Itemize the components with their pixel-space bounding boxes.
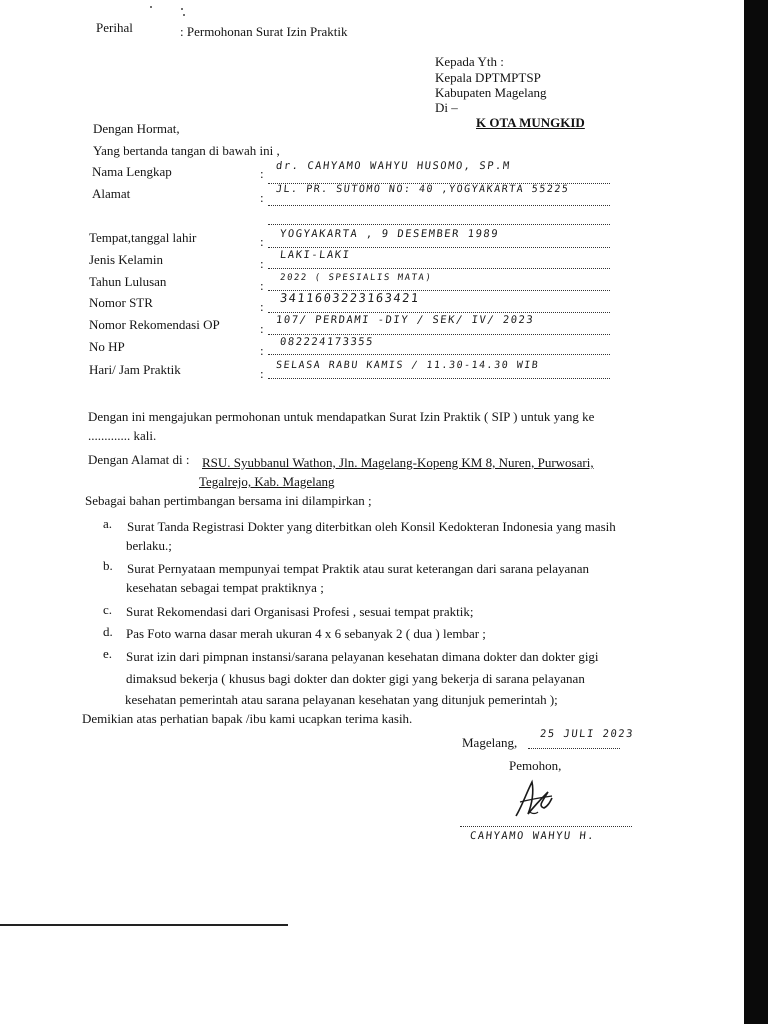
closing-place: Magelang, xyxy=(462,735,518,750)
attachment-text: Surat izin dari pimpnan instansi/sarana pelayanan kesehatan dimana dokter dan dokter gigi xyxy=(126,649,599,664)
attachment-text: Surat Rekomendasi dari Organisasi Profesi , sesuai tempat praktik; xyxy=(126,604,474,619)
field-label-nohp: No HP xyxy=(89,339,125,354)
recipient-city: K OTA MUNGKID xyxy=(476,115,585,130)
request-line-1: Dengan ini mengajukan permohonan untuk mendapatkan Surat Izin Praktik ( SIP ) untuk yang ke xyxy=(88,409,595,424)
attachment-letter: c. xyxy=(103,602,113,617)
scan-edge-line xyxy=(0,924,288,926)
attachment-letter: d. xyxy=(103,624,113,639)
attachment-letter: e. xyxy=(103,646,113,661)
recipient-line-3: Kabupaten Magelang xyxy=(435,85,547,100)
recipient-line-1: Kepada Yth : xyxy=(435,54,504,69)
intro-line: Yang bertanda tangan di bawah ini , xyxy=(93,143,280,158)
scan-edge-bar xyxy=(744,0,768,1024)
salutation: Dengan Hormat, xyxy=(93,121,180,136)
field-value-jenis-kelamin: LAKI-LAKI xyxy=(279,249,352,261)
field-label-ttl: Tempat,tanggal lahir xyxy=(89,230,197,245)
closing-thanks: Demikian atas perhatian bapak /ibu kami ucapkan terima kasih. xyxy=(82,711,413,726)
field-label-rekomendasi: Nomor Rekomendasi OP xyxy=(89,317,220,332)
field-value-nohp: 082224173355 xyxy=(279,336,375,348)
field-value-tahun-lulusan: 2022 ( SPESIALIS MATA) xyxy=(279,273,433,283)
field-label-tahun-lulusan: Tahun Lulusan xyxy=(89,274,167,289)
request-line-2: ............. kali. xyxy=(88,428,157,443)
perihal-value: : Permohonan Surat Izin Praktik xyxy=(180,24,348,39)
attachment-text: kesehatan pemerintah atau sarana pelayanan kesehatan yang ditunjuk pemerintah ); xyxy=(125,692,558,707)
applicant-label: Pemohon, xyxy=(509,758,562,773)
signature-mark xyxy=(508,776,560,822)
field-value-ttl: YOGYAKARTA , 9 DESEMBER 1989 xyxy=(279,228,500,240)
field-value-str: 3411603223163421 xyxy=(279,291,421,305)
perihal-label: Perihal xyxy=(96,20,133,35)
attachment-text: Pas Foto warna dasar merah ukuran 4 x 6 sebanyak 2 ( dua ) lembar ; xyxy=(126,626,486,641)
attachment-text: Surat Pernyataan mempunyai tempat Praktik atau surat keterangan dari sarana pelayanan xyxy=(127,561,590,576)
recipient-line-2: Kepala DPTMPTSP xyxy=(435,70,541,85)
field-label-str: Nomor STR xyxy=(89,295,153,310)
closing-date: 25 JULI 2023 xyxy=(539,728,635,740)
field-value-alamat: JL. PR. SUTOMO NO: 40 ,YOGYAKARTA 55225 xyxy=(275,184,570,195)
attachment-text: Surat Tanda Registrasi Dokter yang diterbitkan oleh Konsil Kedokteran Indonesia yang masih xyxy=(127,519,616,534)
field-value-rekomendasi: 107/ PERDAMI -DIY / SEK/ IV/ 2023 xyxy=(275,314,535,326)
field-value-jam-praktik: SELASA RABU KAMIS / 11.30-14.30 WIB xyxy=(275,360,540,371)
signer-name: CAHYAMO WAHYU H. xyxy=(469,830,596,842)
field-alamat-line-2 xyxy=(268,224,610,225)
address-line-2: Tegalrejo, Kab. Magelang xyxy=(199,474,335,489)
address-line-1: RSU. Syubbanul Wathon, Jln. Magelang-Kopeng KM 8, Nuren, Purwosari, xyxy=(202,455,594,470)
field-label-jenis-kelamin: Jenis Kelamin xyxy=(89,252,164,267)
attachment-text: kesehatan sebagai tempat praktiknya ; xyxy=(126,580,324,595)
attachment-letter: b. xyxy=(103,558,113,573)
recipient-line-4: Di – xyxy=(435,100,458,115)
field-label-alamat: Alamat xyxy=(92,186,131,201)
field-label-nama: Nama Lengkap xyxy=(92,164,172,179)
address-label: Dengan Alamat di : xyxy=(88,452,190,467)
letter-page: Perihal : Permohonan Surat Izin Praktik Kepada Yth : Kepala DPTMPTSP Kabupaten Magelang Di – K OTA MUNGKID Dengan Hormat, Yang bertanda tangan di bawah ini , Nama Lengkap : dr. CAHYAMO WAHYU HUSOMO, SP.M Alamat : JL. PR. SUTOMO NO: 40 ,YOGYAKARTA 55225 Tempat,tanggal lahir : YOGYAKARTA , 9 DESEMBER 1989 Jenis Kelamin : LAKI-LAKI Tahun Lulusan : 2022 ( SPESIALIS MATA) Nomor STR : 3411603223163421 Nomor Rekomendasi OP : 107/ PERDAMI -DIY / SEK/ IV/ 2023 No HP : 082224173355 Hari/ Jam Praktik : SELASA RABU KAMIS / 11.30-14.30 WIB Dengan ini mengajukan permohonan untuk mendapatkan Surat Izin Praktik ( SIP ) untuk yang ke ............. kali. Dengan Alamat di : RSU. Syubbanul Wathon, Jln. Magelang-Kopeng KM 8, Nuren, Purwosari, Tegalrejo, Kab. Magelang Sebagai bahan pertimbangan bersama ini dilampirkan ; a. Surat Tanda Registrasi Dokter yang diterbitkan oleh Konsil Kedokteran Indonesia yang masih berlaku.; b. Surat Pernyataan mempunyai tempat Praktik atau surat keterangan dari sarana pelayanan kesehatan sebagai tempat praktiknya ; c. Surat Rekomendasi dari Organisasi Profesi , sesuai tempat praktik; d. Pas Foto warna dasar merah ukuran 4 x 6 sebanyak 2 ( dua ) lembar ; e. Surat izin dari pimpnan instansi/sarana pelayanan kesehatan dimana dokter dan dokter gigi dimaksud bekerja ( khusus bagi dokter dan dokter gigi yang bekerja di sarana pelayanan kesehatan pemerintah atau sarana pelayanan kesehatan yang ditunjuk pemerintah ); Demikian atas perhatian bapak /ibu kami ucapkan terima kasih. Magelang, 25 JULI 2023 Pemohon, CAHYAMO WAHYU H. xyxy=(0,0,768,1024)
field-value-nama: dr. CAHYAMO WAHYU HUSOMO, SP.M xyxy=(275,160,512,172)
attachments-intro: Sebagai bahan pertimbangan bersama ini dilampirkan ; xyxy=(85,493,372,508)
field-label-jam-praktik: Hari/ Jam Praktik xyxy=(89,362,181,377)
attachment-text: dimaksud bekerja ( khusus bagi dokter dan dokter gigi yang bekerja di sarana pelayanan xyxy=(126,671,585,686)
attachment-letter: a. xyxy=(103,516,113,531)
attachment-text: berlaku.; xyxy=(126,538,172,553)
